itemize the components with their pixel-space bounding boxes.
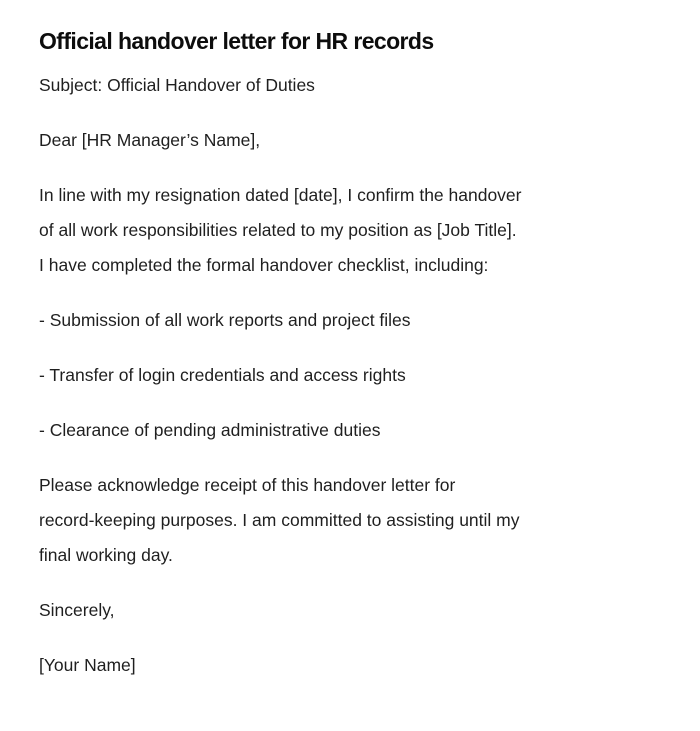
- salutation-line: Dear [HR Manager’s Name],: [39, 130, 261, 150]
- sign-off-line: Sincerely,: [39, 600, 115, 620]
- intro-line: In line with my resignation dated [date], I confirm the handover: [39, 185, 522, 205]
- intro-line: I have completed the formal handover checklist, including:: [39, 255, 489, 275]
- checklist-item: [39, 358, 660, 393]
- checklist-item: [39, 413, 660, 448]
- acknowledgement-line: record-keeping purposes. I am committed to assisting until my: [39, 510, 520, 530]
- intro-paragraph: [39, 178, 660, 283]
- acknowledgement-line: Please acknowledge receipt of this handover letter for: [39, 475, 456, 495]
- subject-paragraph: [39, 68, 660, 103]
- checklist-item-line: - Submission of all work reports and project files: [39, 310, 411, 330]
- salutation-paragraph: [39, 123, 660, 158]
- checklist-item-line: - Transfer of login credentials and access rights: [39, 365, 406, 385]
- signature-placeholder-line: [Your Name]: [39, 655, 136, 675]
- checklist-item: [39, 303, 660, 338]
- acknowledgement-paragraph: [39, 468, 660, 573]
- checklist-item-line: - Clearance of pending administrative duties: [39, 420, 381, 440]
- signature-paragraph: [39, 648, 660, 683]
- sign-off-paragraph: [39, 593, 660, 628]
- acknowledgement-line: final working day.: [39, 545, 173, 565]
- subject-line: Subject: Official Handover of Duties: [39, 75, 315, 95]
- intro-line: of all work responsibilities related to my position as [Job Title].: [39, 220, 517, 240]
- page-title: Official handover letter for HR records: [39, 28, 434, 54]
